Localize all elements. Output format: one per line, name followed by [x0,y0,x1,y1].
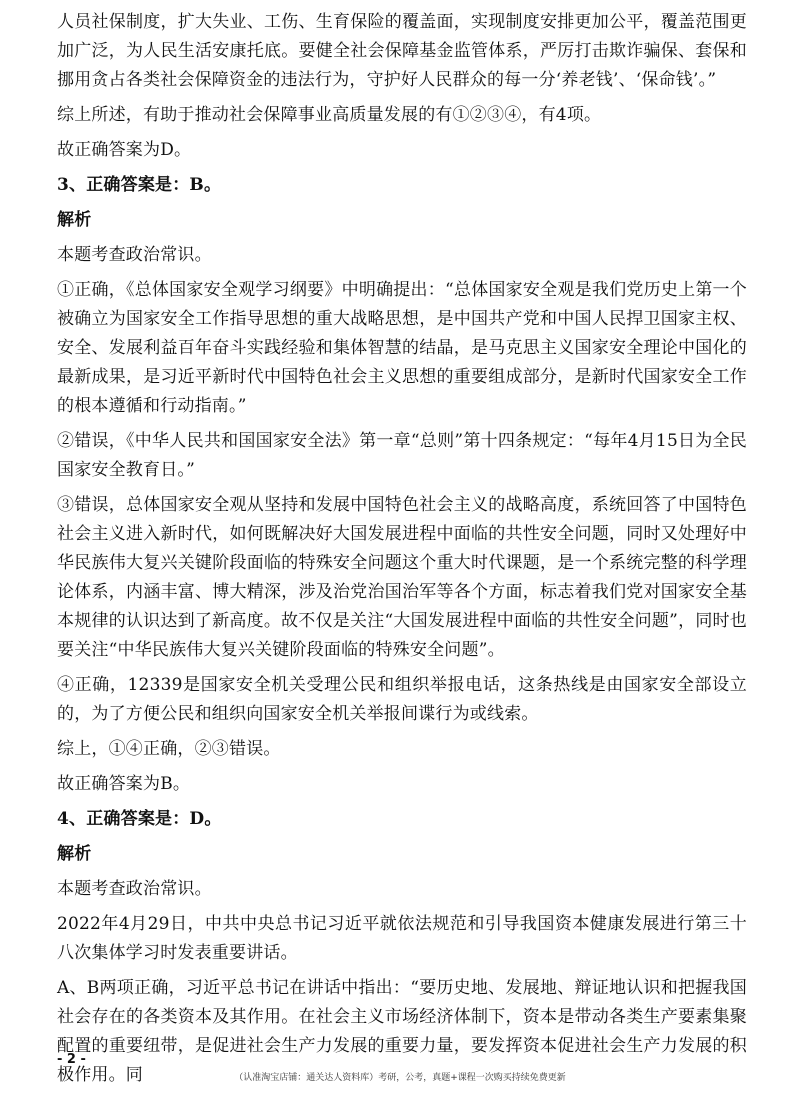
body-paragraph: 故正确答案为D。 [57,140,192,160]
body-paragraph: ③错误，总体国家安全观从坚持和发展中国特色社会主义的战略高度，系统回答了中国特色社会主义进入新时代，如何既解决好大国发展进程中面临的共性安全问题，同时又处理好中华民族伟大复兴关键阶段面临的特殊安全问题这个重大时代课题，是一个系统完整的科学理论体系，内涵丰富、博大精深，涉及治党治国治军等各个方面，标志着我们党对国家安全基本规律的认识达到了新高度。故不仅是关注“大国发展进程中面临的共性安全问题”，同时也要关注“中华民族伟大复兴关键阶段面临的特殊安全问题”。 [57,495,747,660]
document-body [57,8,747,1096]
body-paragraph: 综上所述，有助于推动社会保障事业高质量发展的有①②③④，有4项。 [57,105,602,125]
footer-note: （认准淘宝店铺：通关达人资料库）考研，公考，真题+课程一次购买持续免费更新 [234,1073,566,1083]
body-paragraph: ④正确，12339是国家安全机关受理公民和组织举报电话，这条热线是由国家安全部设立的，为了方便公民和组织向国家安全机关举报间谍行为或线索。 [57,675,747,724]
body-paragraph: ①正确，《总体国家安全观学习纲要》中明确提出：“总体国家安全观是我们党历史上第一个被确立为国家安全工作指导思想的重大战略思想，是中国共产党和中国人民捍卫国家主权、安全、发展利益百年奋斗实践经验和集体智慧的结晶，是马克思主义国家安全理论中国化的最新成果，是习近平新时代中国特色社会主义思想的重要组成部分，是新时代国家安全工作的根本遵循和行动指南。” [57,280,747,416]
body-paragraph: 人员社保制度，扩大失业、工伤、生育保险的覆盖面，实现制度安排更加公平，覆盖范围更加广泛，为人民生活安康托底。要健全社会保障基金监管体系，严厉打击欺诈骗保、套保和挪用贪占各类社会保障资金的违法行为，守护好人民群众的每一分‘养老钱’、‘保命钱’。” [57,12,747,90]
body-paragraph: 本题考查政治常识。 [57,245,212,265]
section-heading: 4、正确答案是：D。 [57,809,222,829]
body-paragraph: 综上，①④正确，②③错误。 [57,739,281,759]
section-heading: 解析 [57,844,92,864]
body-paragraph: ②错误，《中华人民共和国国家安全法》第一章“总则”第十四条规定：“每年4月15日为全民国家安全教育日。” [57,431,747,480]
body-paragraph: 2022年4月29日，中共中央总书记习近平就依法规范和引导我国资本健康发展进行第三十八次集体学习时发表重要讲话。 [57,914,747,963]
body-paragraph: 故正确答案为B。 [57,774,191,794]
page-number: - 2 - [57,1052,86,1067]
body-paragraph: A、B两项正确，习近平总书记在讲话中指出：“要历史地、发展地、辩证地认识和把握我国社会存在的各类资本及其作用。在社会主义市场经济体制下，资本是带动各类生产要素集聚配置的重要纽带，是促进社会生产力发展的重要力量，要发挥资本促进社会生产力发展的积极作用。同 [57,978,747,1085]
section-heading: 3、正确答案是：B。 [57,175,222,195]
section-heading: 解析 [57,210,92,230]
body-paragraph: 本题考查政治常识。 [57,879,212,899]
